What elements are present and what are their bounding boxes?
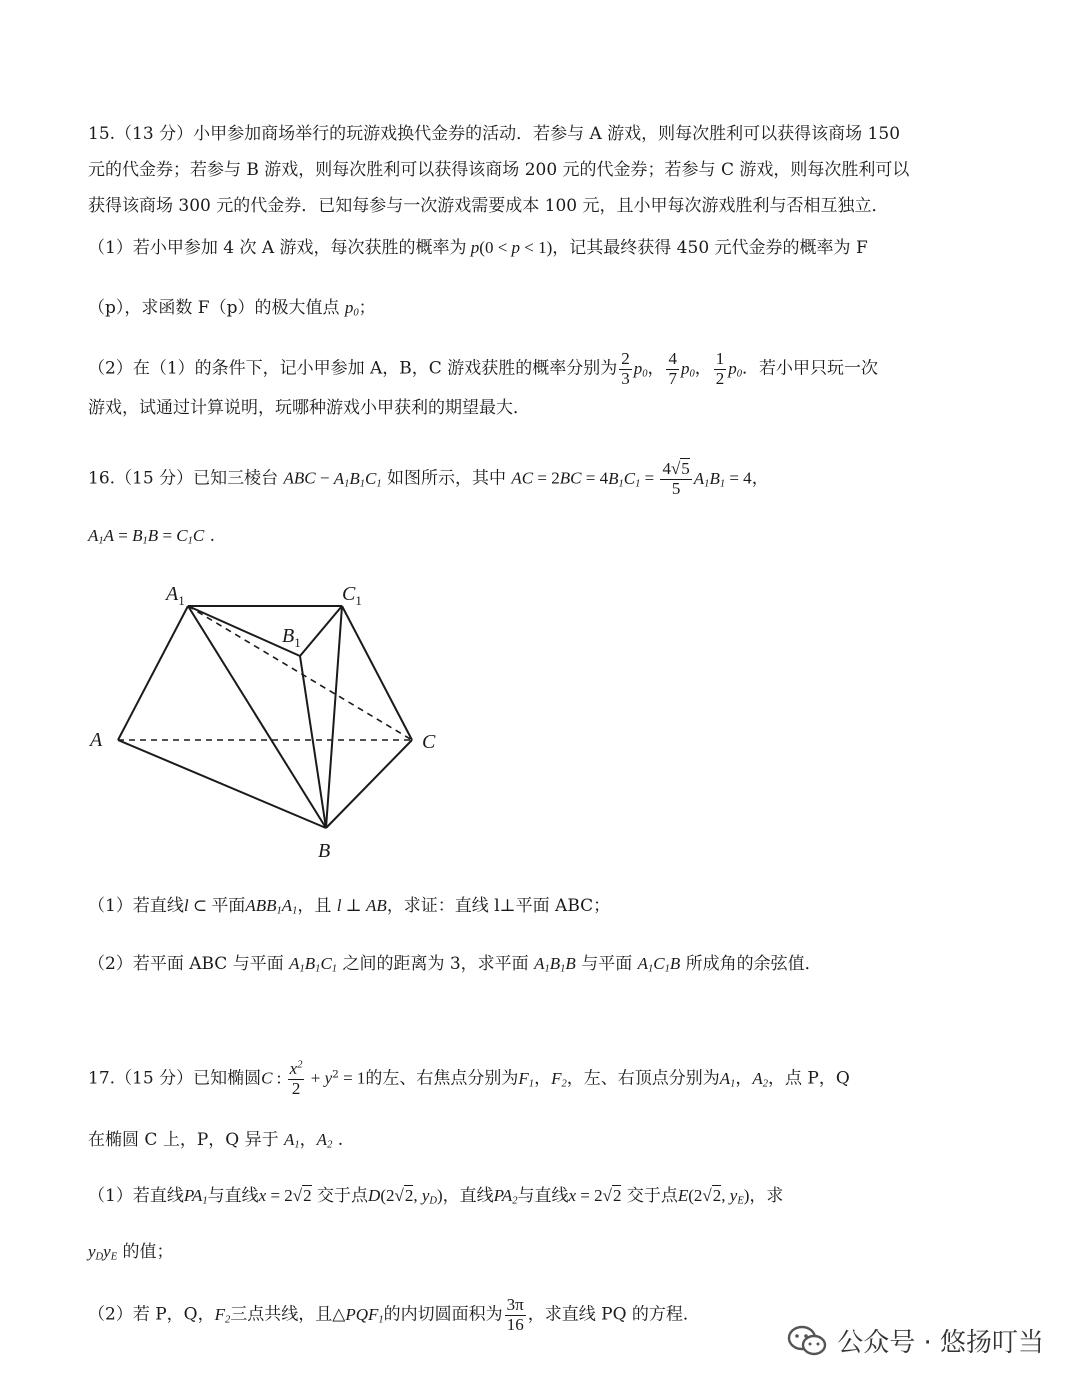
q15-part1-line-2: （p），求函数 F（p）的极大值点 $p_0$；: [88, 298, 376, 319]
q16-part2-text-d: 所成角的余弦值．: [685, 954, 822, 974]
q17-part2-text-a: （2）若 P，Q，: [88, 1304, 215, 1325]
q16-part2-text-b: 之间的距离为 3，求平面: [342, 954, 529, 974]
q16-stem-line-2: $A_1A = B_1B = C_1C$ .: [88, 526, 216, 547]
q16-part1-text-a: （1）若直线: [88, 896, 184, 916]
edge-c1-b: [326, 606, 342, 828]
edge-b-b1: [300, 656, 326, 828]
q15-p0: $p_0$: [344, 298, 359, 319]
q17-part2-line: （2）若 P，Q，$F_2$三点共线，且$\triangle PQF_1$的内切圆面积为 $\frac{3\pi}{16}$ ，求直线 PQ 的方程．: [88, 1295, 700, 1334]
q17-part1-text-e: 交于点: [626, 1186, 678, 1206]
q16-part1-line: （1）若直线l ⊂ 平面$ABB_1A_1$，且 l ⊥ AB，求证：直线 l⊥平面 ABC；: [88, 896, 611, 917]
q16-part1-text-c: ，求证：直线 l⊥平面 ABC；: [386, 896, 611, 916]
q16-stem-text-a: 16.（15 分）已知三棱台: [88, 468, 279, 489]
q17-stem-line-1: 17.（15 分）已知椭圆C : $\frac{x^2}{2}$ + $y^2 = 1$的左、右焦点分别为$F_1$，$F_2$，左、右顶点分别为$A_1$，$A_2$，点 P，Q: [88, 1059, 850, 1098]
q15-part2-line-1: （2）在（1）的条件下，记小甲参加 A，B，C 游戏获胜的概率分别为 $\frac{2}{3}$ $p_0$， $\frac{4}{7}$ $p_0$， $\frac{1}{2}$ $p_0$．若小甲只玩一次: [88, 349, 879, 388]
q16-part2-line: （2）若平面 ABC 与平面 $A_1B_1C_1$ 之间的距离为 3，求平面 $A_1B_1B$ 与平面 $A_1C_1B$ 所成角的余弦值．: [88, 954, 822, 975]
label-c: C: [422, 731, 436, 753]
q17-stem-text-d: ，点 P，Q: [768, 1068, 850, 1089]
q17-part1-text-f: ，求: [749, 1186, 784, 1206]
q17-frac-x2-2: $\frac{x^2}{2}$: [289, 1059, 303, 1098]
q15-p-range: p: [466, 238, 480, 257]
q15-part1-text-b: ，记其最终获得 450 元代金券的概率为 F: [552, 238, 868, 258]
label-b: B: [318, 840, 331, 862]
frustum-figure: [80, 570, 460, 870]
q17-stem-text-b: 的左、右焦点分别为: [365, 1068, 519, 1089]
edge-b1-c1: [300, 606, 342, 656]
edge-a1-b: [188, 606, 326, 828]
q15-part2-line-2: 游戏，试通过计算说明，玩哪种游戏小甲获利的期望最大．: [88, 398, 530, 418]
q17-part2-text-c: 的内切圆面积为: [383, 1304, 503, 1325]
q17-part1-text-d: ，直线: [442, 1186, 494, 1206]
q17-part1-text-b: 与直线: [207, 1186, 259, 1206]
watermark: [787, 1322, 1044, 1359]
q15-line-3: 获得该商场 300 元的代金券．已知每参与一次游戏需要成本 100 元，且小甲每次游戏胜利与否相互独立．: [88, 196, 889, 216]
q17-part1-text-g: 的值；: [122, 1242, 174, 1262]
q15-frac-1-2: $\frac{1}{2}$: [715, 349, 725, 388]
q17-part1-line-2: $y_Dy_E$ 的值；: [88, 1242, 174, 1263]
q17-part1-text-c: 交于点: [317, 1186, 369, 1206]
edge-a1-c-dashed: [188, 606, 412, 740]
q17-stem-text-a: 17.（15 分）已知椭圆: [88, 1068, 262, 1089]
q17-part1-line-1: （1）若直线$PA_1$与直线x = 2√2 交于点D(2√2, $y_D$)，直线$PA_2$与直线x = 2√2 交于点E(2√2, $y_E$)，求: [88, 1186, 784, 1207]
q17-stem-text-c: ，左、右顶点分别为: [566, 1068, 720, 1089]
label-a1: $A_1$: [166, 583, 185, 608]
edge-b-c: [326, 740, 412, 828]
q17-frac-3pi-16: $\frac{3\pi}{16}$: [506, 1295, 524, 1334]
q15-frac-2-3: $\frac{2}{3}$: [621, 349, 630, 388]
q17-part1-text-b2: 与直线: [517, 1186, 569, 1206]
q16-part2-text-c: 与平面: [581, 954, 633, 974]
q15-part2-text-a: （2）在（1）的条件下，记小甲参加 A，B，C 游戏获胜的概率分别为: [88, 358, 618, 379]
q15-line-2: 元的代金券；若参与 B 游戏，则每次胜利可以获得该商场 200 元的代金券；若参与 C 游戏，则每次胜利可以: [88, 160, 910, 180]
q16-stem-line-1: 16.（15 分）已知三棱台 ABC − $A_1B_1C_1$ 如图所示，其中 AC = $2BC = 4B_1C_1$ = $\frac{4√5}{5}$ $A_1B_1 = 4$，: [88, 459, 769, 498]
q15-part1-text-c: （p），求函数 F（p）的极大值点: [88, 298, 340, 318]
watermark-text: 公众号 · 悠扬叮当: [837, 1328, 1044, 1358]
q16-frac-4sqrt5-5: $\frac{4√5}{5}$: [662, 459, 690, 498]
q15-part2-text-b: ．若小甲只玩一次: [742, 358, 879, 379]
q15-part1-text-a: （1）若小甲参加 4 次 A 游戏，每次获胜的概率为: [88, 238, 467, 258]
q17-part2-text-d: ，求直线 PQ 的方程．: [527, 1304, 700, 1325]
q16-part2-text-a: （2）若平面 ABC 与平面: [88, 954, 284, 974]
q16-part1-text-b: ，且: [297, 896, 332, 916]
label-c1: $C_1$: [342, 583, 362, 608]
label-b1: $B_1$: [282, 625, 301, 650]
q15-frac-4-7: $\frac{4}{7}$: [668, 349, 677, 388]
q17-part1-text-a: （1）若直线: [88, 1186, 184, 1206]
q16-stem-text-b: 如图所示，其中: [387, 468, 507, 489]
q15-part1-line-1: （1）若小甲参加 4 次 A 游戏，每次获胜的概率为 p(0 < p < 1)，记其最终获得 450 元代金券的概率为 F: [88, 238, 868, 258]
q17-part2-text-b: 三点共线，且: [230, 1304, 333, 1325]
edge-a-a1: [118, 606, 188, 740]
q17-stem-line-2: 在椭圆 C 上，P，Q 异于 $A_1$，$A_2$ .: [88, 1130, 344, 1151]
wechat-icon: [787, 1324, 827, 1358]
label-a: A: [90, 729, 103, 751]
q17-stem2-text-a: 在椭圆 C 上，P，Q 异于: [88, 1130, 279, 1150]
edge-a-b: [118, 740, 326, 828]
q15-line-1: 15.（13 分）小甲参加商场举行的玩游戏换代金券的活动．若参与 A 游戏，则每次胜利可以获得该商场 150: [88, 124, 901, 144]
